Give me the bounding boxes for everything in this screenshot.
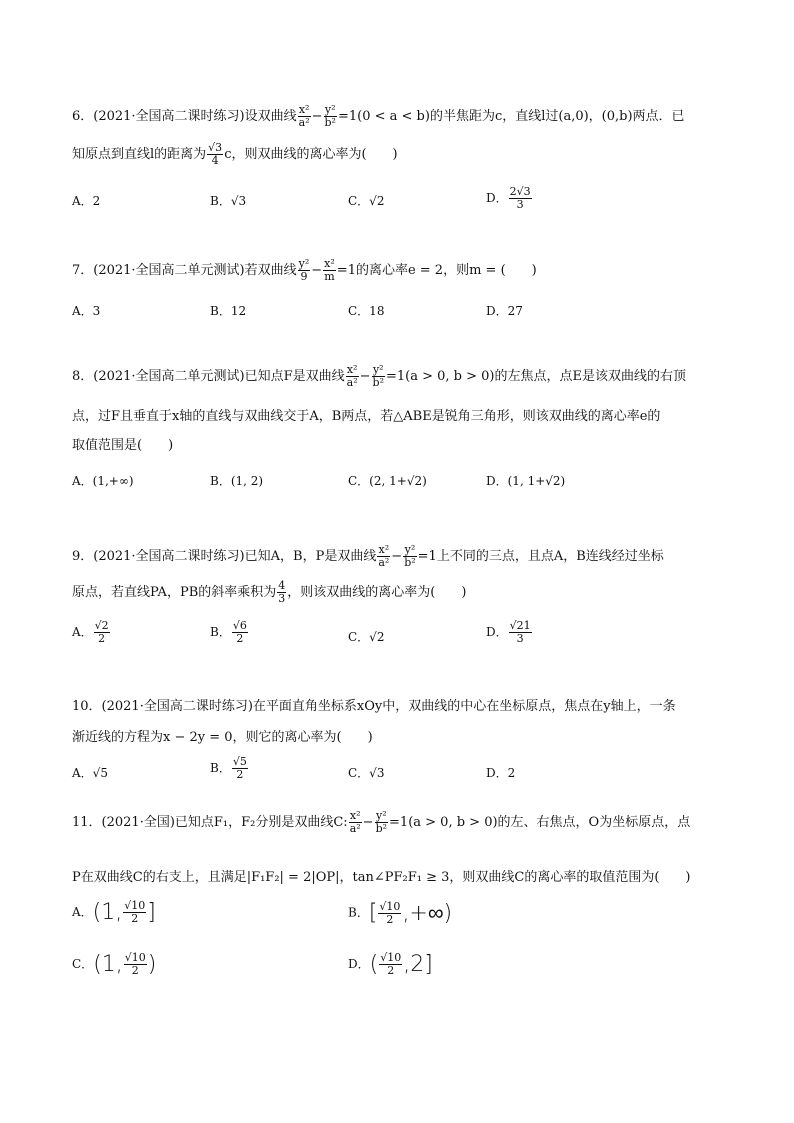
q10-option-b[interactable]: B． $\frac{√5}{2}$ (210, 755, 247, 781)
q11-line1: 11．(2021·全国)已知点F₁，F₂分别是双曲线C: $\frac{\text{x²}}{\text{a²}}$ − $\frac{\text{y²}}{\text{b²}}$ =1(a > 0, b > 0)的左、右焦点，O为坐标原点，点 (72, 809, 691, 835)
q8-option-d[interactable]: D．(1, 1+√2) (486, 474, 566, 488)
q10-line1: 10．(2021·全国高二课时练习)在平面直角坐标系xOy中，双曲线的中心在坐标原点，焦点在y轴上，一条 (72, 699, 676, 714)
q6-option-d[interactable]: D． $\frac{2√3}{3}$ (486, 185, 531, 211)
q8-frac-1: $\frac{\text{x²}}{\text{a²}}$ (346, 363, 358, 389)
q9-option-a[interactable]: A． $\frac{√2}{2}$ (72, 619, 109, 645)
q7-line1: 7．(2021·全国高二单元测试)若双曲线 $\frac{\text{y²}}{9}$ − $\frac{\text{x²}}{m}$ =1的离心率e = 2，则m = ( ) (72, 257, 537, 283)
q9-frac-3: $\frac{4}{3}$ (278, 579, 286, 605)
q9-option-c[interactable]: C．√2 (348, 630, 385, 644)
q6-option-b[interactable]: B．√3 (210, 194, 247, 208)
q6-option-c[interactable]: C．√2 (348, 194, 385, 208)
q7-frac-2: $\frac{\text{x²}}{m}$ (324, 257, 335, 283)
q7-option-d[interactable]: D．27 (486, 304, 523, 318)
q8-line3: 取值范围是( ) (72, 438, 174, 453)
q11-frac-2: $\frac{\text{y²}}{\text{b²}}$ (375, 809, 388, 835)
q11-frac-1: $\frac{\text{x²}}{\text{a²}}$ (349, 809, 361, 835)
q9-line2: 原点，若直线PA，PB的斜率乘积为 $\frac{4}{3}$ ，则该双曲线的离心率为( ) (72, 579, 467, 605)
q6-frac-dist: $\frac{√3}{4}$ (208, 141, 223, 167)
q6-line2: 知原点到直线l的距离为 $\frac{√3}{4}$ c，则双曲线的离心率为( ) (72, 141, 398, 167)
q7-option-c[interactable]: C．18 (348, 304, 385, 318)
q8-option-a[interactable]: A．(1,+∞) (72, 474, 134, 488)
q6-text: 6．(2021·全国高二课时练习)设双曲线 (72, 109, 297, 124)
q9-frac-1: $\frac{\text{x²}}{\text{a²}}$ (378, 543, 390, 569)
q11-option-c[interactable]: C．(1, $\frac{√10}{2}$ ) (72, 951, 157, 977)
q11-option-a[interactable]: A．(1, $\frac{√10}{2}$ ] (72, 899, 156, 925)
q7-frac-1: $\frac{\text{y²}}{9}$ (298, 257, 310, 283)
q11-option-b[interactable]: B．[ $\frac{√10}{2}$ ,+∞) (348, 899, 453, 926)
q7-option-b[interactable]: B．12 (210, 304, 247, 318)
q10-line2: 渐近线的方程为x − 2y = 0，则它的离心率为( ) (72, 730, 373, 745)
q9-frac-2: $\frac{\text{y²}}{\text{b²}}$ (404, 543, 416, 569)
q7-option-a[interactable]: A．3 (72, 304, 101, 318)
q11-line2: P在双曲线C的右支上，且满足|F₁F₂| = 2|OP|，tan∠PF₂F₁ ≥ 3，则双曲线C的离心率的取值范围为( ) (72, 870, 691, 885)
q8-line2: 点，过F且垂直于x轴的直线与双曲线交于A，B两点，若△ABE是锐角三角形，则该双曲线的离心率e的 (72, 409, 661, 424)
q8-option-c[interactable]: C．(2, 1+√2) (348, 474, 427, 488)
q8-frac-2: $\frac{\text{y²}}{\text{b²}}$ (372, 363, 384, 389)
q9-option-b[interactable]: B． $\frac{√6}{2}$ (210, 619, 247, 645)
q10-option-a[interactable]: A．√5 (72, 766, 108, 780)
q6-frac-y: $\frac{\text{y²}}{\text{b²}}$ (324, 103, 336, 129)
q9-line1: 9．(2021·全国高二课时练习)已知A，B，P是双曲线 $\frac{\text{x²}}{\text{a²}}$ − $\frac{\text{y²}}{\text{b²}}$ =1上不同的三点，且点A，B连线经过坐标 (72, 543, 664, 569)
q10-option-c[interactable]: C．√3 (348, 766, 385, 780)
q6-frac-x: $\frac{\text{x²}}{\text{a²}}$ (298, 103, 310, 129)
q6-option-a[interactable]: A．2 (72, 194, 101, 208)
q11-option-d[interactable]: D．( $\frac{√10}{2}$ ,2] (348, 951, 433, 977)
q9-option-d[interactable]: D． $\frac{√21}{3}$ (486, 619, 531, 645)
q8-line1: 8．(2021·全国高二单元测试)已知点F是双曲线 $\frac{\text{x²}}{\text{a²}}$ − $\frac{\text{y²}}{\text{b²}}$ =1(a > 0, b > 0)的左焦点，点E是该双曲线的右顶 (72, 363, 686, 389)
q6-line1: 6．(2021·全国高二课时练习)设双曲线 $\frac{\text{x²}}{\text{a²}}$ − $\frac{\text{y²}}{\text{b²}}$ =1(0 < a < b)的半焦距为c，直线l过(a,0)，(0,b)两点．已 (72, 103, 685, 129)
q10-option-d[interactable]: D．2 (486, 766, 516, 780)
q8-option-b[interactable]: B．(1, 2) (210, 474, 264, 488)
